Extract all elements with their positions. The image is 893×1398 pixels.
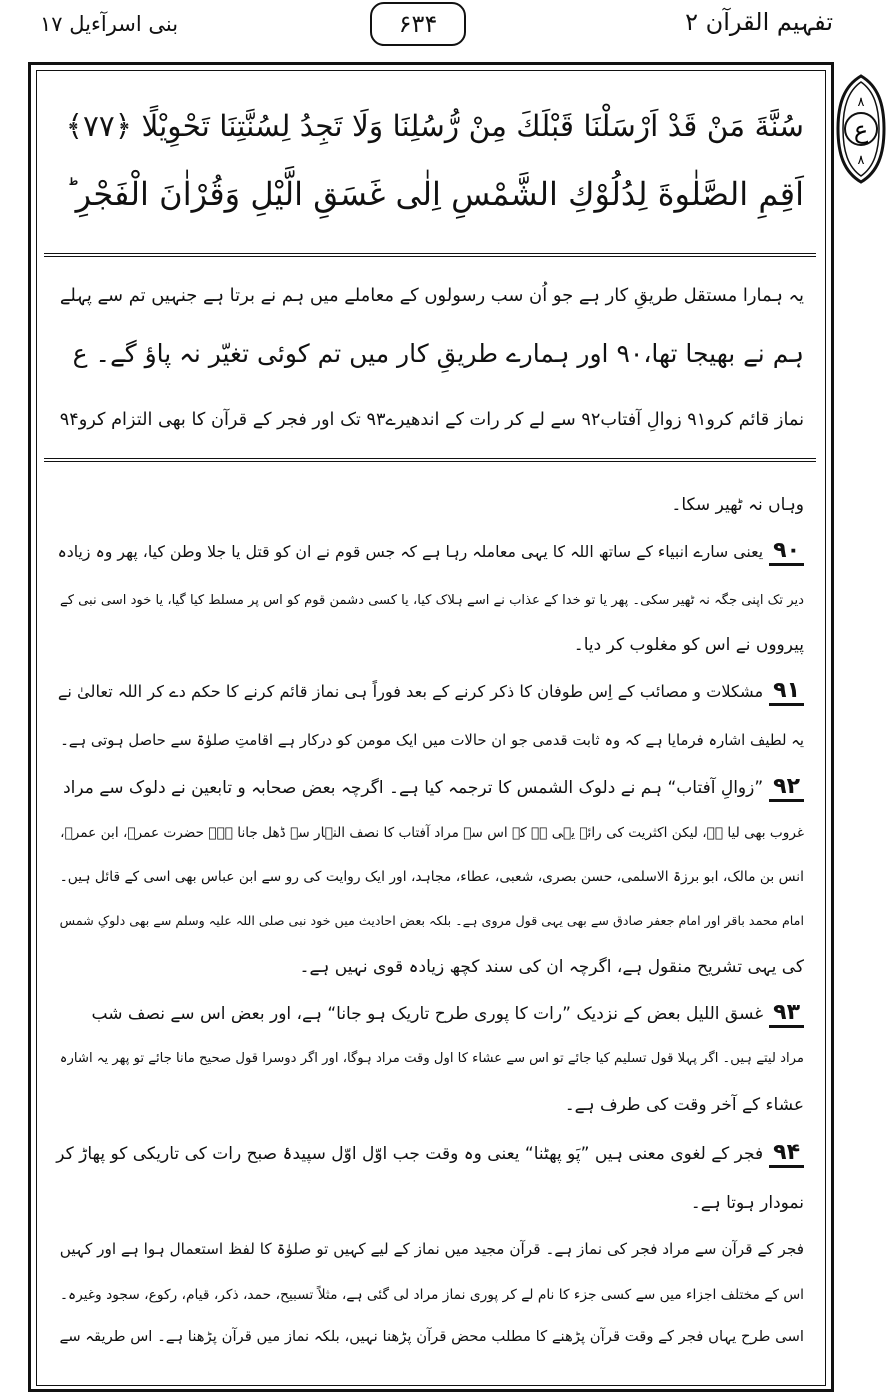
arabic-verse-line: سُنَّةَ مَنْ قَدْ اَرْسَلْنَا قَبْلَكَ مِنْ رُّسُلِنَا وَلَا تَجِدُ لِسُنَّتِنَا تَحْوِيْلًا ﴿۷۷﴾ — [65, 109, 804, 143]
footnote-number: ۹۰ — [769, 538, 804, 566]
commentary-text: دیر تک اپنی جگہ نہ ٹھیر سکی۔ پھر یا تو خدا کے عذاب نے اسے ہلاک کیا، یا کسی دشمن قوم کو اس پر مسلط کیا گیا، یا خود اسی نبی کے — [60, 593, 804, 608]
marker-letter: ع — [853, 116, 869, 144]
footnote-start-line — [44, 676, 804, 707]
marker-bottom-number: ۸ — [857, 153, 865, 168]
commentary-text: وہاں نہ ٹھیر سکا۔ — [671, 495, 804, 515]
commentary-text: پیرووں نے اس کو مغلوب کر دیا۔ — [573, 635, 804, 655]
commentary-text: اس کے مختلف اجزاء میں سے کسی جزء کا نام لے کر پوری نماز مراد لی گئی ہے، مثلاً تسبیح، حمد، ذکر، قیام، رکوع، سجود وغیرہ۔ — [59, 1287, 804, 1303]
footnote-start-line — [44, 998, 804, 1029]
book-title: تفہیم القرآن ۲ — [685, 8, 833, 36]
commentary-line — [44, 862, 804, 892]
commentary-line — [44, 586, 804, 616]
commentary-line — [44, 1234, 804, 1264]
arabic-verse-line: اَقِمِ الصَّلٰوةَ لِدُلُوْكِ الشَّمْسِ اِلٰى غَسَقِ الَّيْلِ وَقُرْاٰنَ الْفَجْرِ ؕ — [65, 175, 804, 213]
commentary-text: کی یہی تشریح منقول ہے، اگرچہ ان کی سند کچھ زیادہ قوی نہیں ہے۔ — [299, 957, 804, 977]
commentary-line — [44, 1090, 804, 1120]
translation-line: نماز قائم کرو۹۱ زوالِ آفتاب۹۲ سے لے کر رات کے اندھیرے۹۳ تک اور فجر کے قرآن کا بھی التزام کرو۹۴ — [59, 410, 804, 430]
commentary-text: اسی طرح یہاں فجر کے وقت قرآن پڑھنے کا مطلب محض قرآن پڑھنا نہیں، بلکہ نماز میں قرآن پڑھنا ہے۔ اس طریقہ سے — [59, 1328, 804, 1345]
commentary-text: نمودار ہوتا ہے۔ — [690, 1193, 804, 1213]
commentary-text: عشاء کے آخر وقت کی طرف ہے۔ — [564, 1095, 804, 1115]
translation-line: یہ ہمارا مستقل طریقِ کار ہے جو اُن سب رسولوں کے معاملے میں ہم نے برتا ہے جنہیں تم سے پہلے — [59, 285, 804, 306]
commentary-text: غروب بھی لیا ہے، لیکن اکثریت کی رائے یہی ہے کہ اس سے مراد آفتاب کا نصف النہار سے ڈھل جانا ہے۔ حضرت عمرؓ، ابن عمرؓ، — [60, 825, 804, 841]
commentary-text: فجر کے لغوی معنی ہیں ”پَو پھٹنا“ یعنی وہ وقت جب اوّل اوّل سپیدۂ صبح رات کی تاریکی کو پھاڑ کر — [56, 1144, 764, 1164]
footnote-number: ۹۱ — [769, 678, 804, 706]
commentary-text: یعنی سارے انبیاء کے ساتھ اللہ کا یہی معاملہ رہا ہے کہ جس قوم نے ان کو قتل یا جلا وطن کیا، پھر وہ زیادہ — [57, 542, 764, 561]
commentary-text: ”زوالِ آفتاب“ ہم نے دلوک الشمس کا ترجمہ کیا ہے۔ اگرچہ بعض صحابہ و تابعین نے دلوک سے مراد — [63, 778, 764, 798]
page-number: ۶۳۴ — [370, 2, 466, 46]
commentary-line — [44, 1322, 804, 1352]
running-chapter: بنی اسرآءیل ۱۷ — [40, 12, 179, 36]
commentary-text: امام محمد باقر اور امام جعفر صادق سے بھی یہی قول مروی ہے۔ بلکہ بعض احادیث میں خود نبی صلی اللہ علیہ وسلم سے بھی دلوکِ شمس — [59, 913, 804, 928]
section-rule-1 — [44, 253, 816, 257]
footnote-number: ۹۴ — [769, 1140, 804, 1168]
ruku-marker-ornament — [836, 74, 886, 184]
footnote-start-line — [44, 1138, 804, 1169]
commentary-line — [44, 1280, 804, 1310]
page-header — [0, 0, 893, 52]
commentary-text: مراد لیتے ہیں۔ اگر پہلا قول تسلیم کیا جائے تو اس سے عشاء کا اول وقت مراد ہوگا، اور اگر دوسرا قول صحیح مانا جائے تو پھر یہ اشارہ — [59, 1051, 804, 1066]
section-rule-2 — [44, 458, 816, 462]
commentary-line — [44, 630, 804, 660]
footnote-start-line — [44, 536, 804, 567]
footnote-number: ۹۳ — [769, 1000, 804, 1028]
commentary-line — [44, 1044, 804, 1074]
footnote-number: ۹۲ — [769, 774, 804, 802]
translation-line: ہم نے بھیجا تھا،۹۰ اور ہمارے طریقِ کار میں تم کوئی تغیّر نہ پاؤ گے۔ ع — [72, 339, 804, 368]
commentary-line — [44, 952, 804, 982]
commentary-text: فجر کے قرآن سے مراد فجر کی نماز ہے۔ قرآن مجید میں نماز کے لیے کہیں تو صلوٰۃ کا لفظ استعمال ہوا ہے اور کہیں — [59, 1240, 804, 1258]
commentary-text: غسق اللیل بعض کے نزدیک ”رات کا پوری طرح تاریک ہو جانا“ ہے، اور بعض اس سے نصف شب — [91, 1004, 764, 1024]
commentary-text: مشکلات و مصائب کے اِس طوفان کا ذکر کرنے کے بعد فوراً ہی نماز قائم کرنے کا حکم دے کر اللہ تعالیٰ نے — [57, 682, 764, 701]
footnote-start-line — [44, 772, 804, 803]
commentary-text: انس بن مالک، ابو برزۃ الاسلمی، حسن بصری، شعبی، عطاء، مجاہد، اور ایک روایت کی رو سے ابن عباس بھی اسی کے قائل ہیں۔ — [59, 869, 804, 885]
commentary-line — [44, 726, 804, 756]
commentary-line — [44, 906, 804, 936]
commentary-line — [44, 818, 804, 848]
marker-top-number: ۸ — [857, 95, 865, 110]
commentary-line — [44, 490, 804, 520]
commentary-line — [44, 1188, 804, 1218]
commentary-text: یہ لطیف اشارہ فرمایا ہے کہ وہ ثابت قدمی جو ان حالات میں ایک مومن کو درکار ہے اقامتِ صلوٰۃ سے حاصل ہوتی ہے۔ — [60, 732, 804, 749]
